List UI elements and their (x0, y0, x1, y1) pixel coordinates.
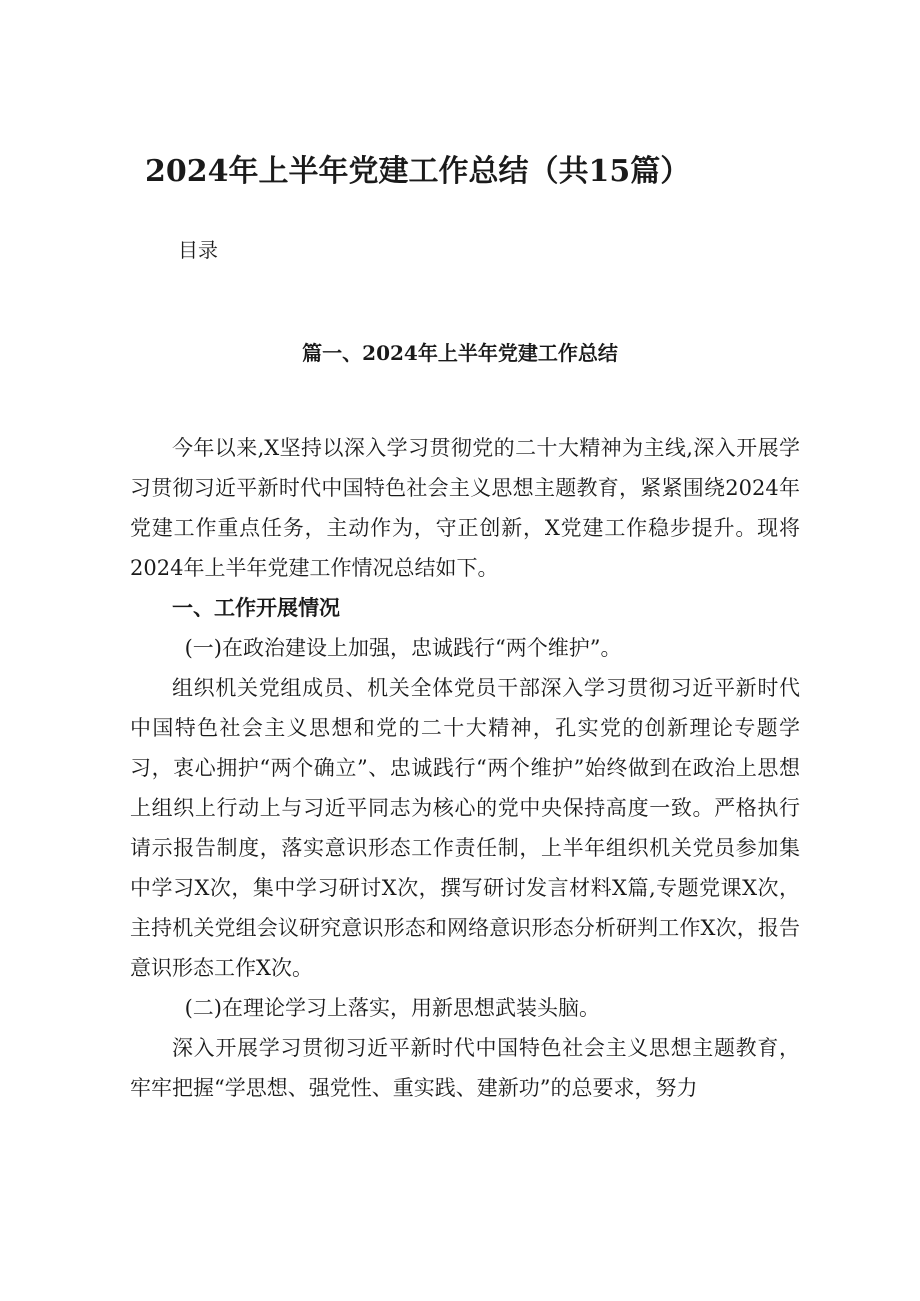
paragraph-theory-study: 深入开展学习贯彻习近平新时代中国特色社会主义思想主题教育，牢牢把握“学思想、强党性、重实践、建新功”的总要求，努力 (130, 1036, 800, 1100)
subheading-political-construction: (一)在政治建设上加强，忠诚践行“两个维护”。 (184, 636, 622, 660)
paragraph-political-construction: 组织机关党组成员、机关全体党员干部深入学习贯彻习近平新时代中国特色社会主义思想和党的二十大精神，孔实党的创新理论专题学习，衷心拥护“两个确立”、忠诚践行“两个维护”始终做到在政治上思想上组织上行动上与习近平同志为核心的党中央保持高度一致。严格执行请示报告制度，落实意识形态工作责任制，上半年组织机关党员参加集中学习X次，集中学习研讨X次，撰写研讨发言材料X篇,专题党课X次，主持机关党组会议研究意识形态和网络意识形态分析研判工作X次，报告意识形态工作X次。 (130, 676, 800, 980)
document-body (130, 428, 800, 1108)
heading-work-status: 一、工作开展情况 (172, 595, 340, 620)
section-heading: 篇一、2024年上半年党建工作总结 (302, 341, 618, 365)
table-of-contents-label: 目录 (178, 238, 218, 262)
document-title: 2024年上半年党建工作总结（共15篇） (145, 154, 691, 189)
subheading-theory-study: (二)在理论学习上落实，用新思想武装头脑。 (184, 996, 600, 1020)
paragraph-intro: 今年以来,X坚持以深入学习贯彻党的二十大精神为主线,深入开展学习贯彻习近平新时代中国特色社会主义思想主题教育，紧紧围绕2024年党建工作重点任务，主动作为，守正创新，X党建工作稳步提升。现将2024年上半年党建工作情况总结如下。 (130, 436, 800, 580)
